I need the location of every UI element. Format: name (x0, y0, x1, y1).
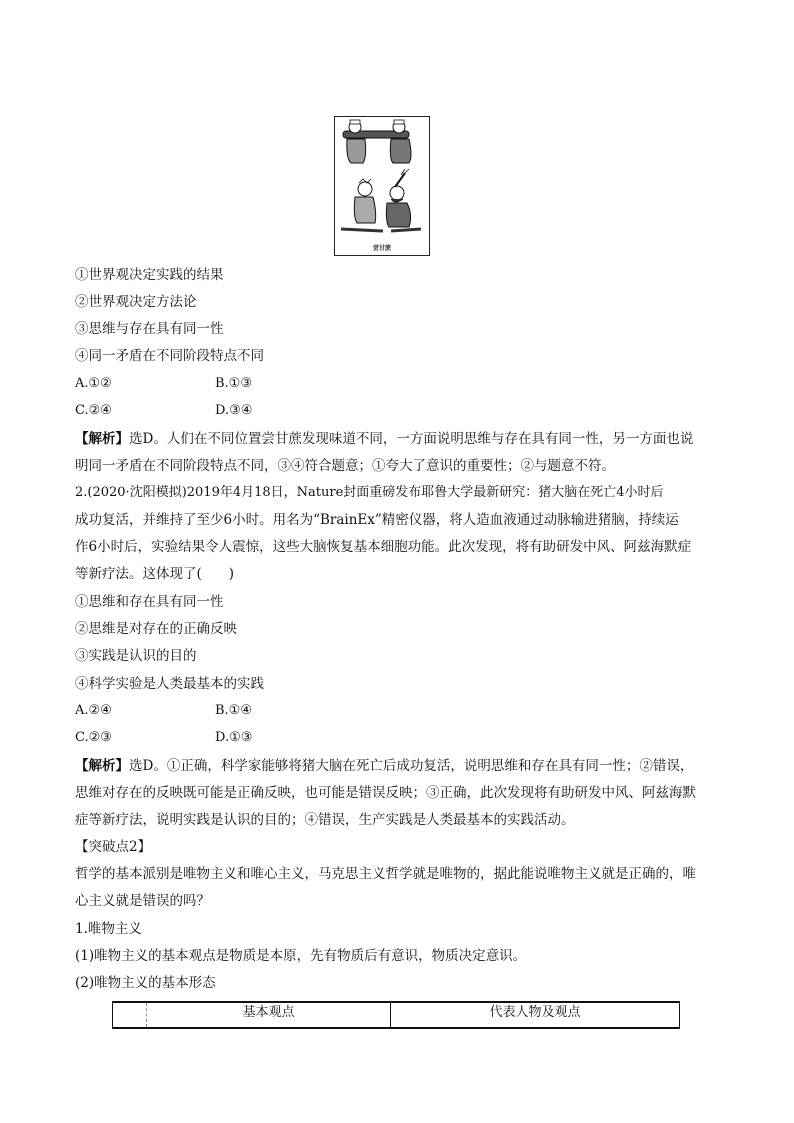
q1-choice-d: D.③④ (215, 403, 253, 418)
q2-stem-line-3: 作6小时后，实验结果令人震惊，这些大脑恢复基本细胞功能。此次发现，将有助研发中风、阿兹海默症 (75, 539, 692, 555)
section-question-line-2: 心主义就是错误的吗？ (75, 893, 210, 909)
materialism-point-1: (1)唯物主义的基本观点是物质是本原，先有物质后有意识，物质决定意识。 (75, 948, 527, 964)
table-header-representatives: 代表人物及观点 (489, 1005, 581, 1020)
q1-option-4: ④同一矛盾在不同阶段特点不同 (75, 348, 264, 364)
sugarcane-cartoon-image (335, 117, 429, 243)
q1-choice-c: C.②④ (75, 403, 112, 418)
figure-caption: 尝甘蔗 (372, 245, 391, 252)
q2-analysis-line-3: 症等新疗法，说明实践是认识的目的；④错误，生产实践是人类最基本的实践活动。 (75, 812, 575, 828)
subsection-materialism: 1.唯物主义 (75, 921, 142, 937)
q1-analysis-line-1 (75, 430, 693, 448)
table-blank-cell (113, 1003, 147, 1027)
q2-analysis-line-1 (75, 757, 693, 775)
q1-option-3: ③思维与存在具有同一性 (75, 321, 224, 337)
q2-choice-b: B.①④ (215, 703, 252, 718)
q2-choice-a: A.②④ (75, 703, 112, 718)
q2-analysis-text-1: 选D。①正确，科学家能够将猪大脑在死亡后成功复活，说明思维和存在具有同一性；②错误， (129, 758, 694, 774)
q1-option-2: ②世界观决定方法论 (75, 294, 197, 310)
cartoon-illustration (334, 116, 430, 256)
q2-option-4: ④科学实验是人类最基本的实践 (75, 676, 264, 692)
q1-option-1: ①世界观决定实践的结果 (75, 267, 224, 283)
q1-analysis-line-2: 明同一矛盾在不同阶段特点不同，③④符合题意；①夸大了意识的重要性；②与题意不符。 (75, 458, 615, 474)
table-header-basic-viewpoint: 基本观点 (147, 1003, 391, 1027)
q2-option-1: ①思维和存在具有同一性 (75, 594, 224, 610)
q2-analysis-line-2: 思维对存在的反映既可能是正确反映，也可能是错误反映；③正确，此次发现将有助研发中风、阿兹海默 (75, 785, 696, 801)
q2-stem-line-2: 成功复活，并维持了至少6小时。用名为“BrainEx”精密仪器，将人造血液通过动脉输进猪脑，持续运 (75, 512, 679, 528)
q2-choice-d: D.①③ (215, 730, 253, 745)
q2-stem-line-1: 2.(2020·沈阳模拟)2019年4月18日，Nature封面重磅发布耶鲁大学最新研究：猪大脑在死亡4小时后 (75, 485, 664, 500)
q2-option-2: ②思维是对存在的正确反映 (75, 621, 237, 637)
section-heading: 【突破点2】 (75, 839, 152, 855)
materialism-point-2: (2)唯物主义的基本形态 (75, 975, 216, 991)
q1-choice-a: A.①② (75, 376, 112, 391)
section-question-line-1: 哲学的基本派别是唯物主义和唯心主义，马克思主义哲学就是唯物的，据此能说唯物主义就是正确的，唯 (75, 866, 696, 882)
analysis-label: 【解析】 (75, 758, 129, 774)
materialism-forms-table (112, 1001, 680, 1029)
q2-option-3: ③实践是认识的目的 (75, 648, 197, 664)
q2-choice-c: C.②③ (75, 730, 112, 745)
q1-analysis-text-1: 选D。人们在不同位置尝甘蔗发现味道不同，一方面说明思维与存在具有同一性，另一方面也说 (129, 431, 694, 447)
analysis-label: 【解析】 (75, 431, 129, 447)
q1-choice-b: B.①③ (215, 376, 252, 391)
q2-stem-line-4: 等新疗法。这体现了( ) (75, 566, 235, 582)
